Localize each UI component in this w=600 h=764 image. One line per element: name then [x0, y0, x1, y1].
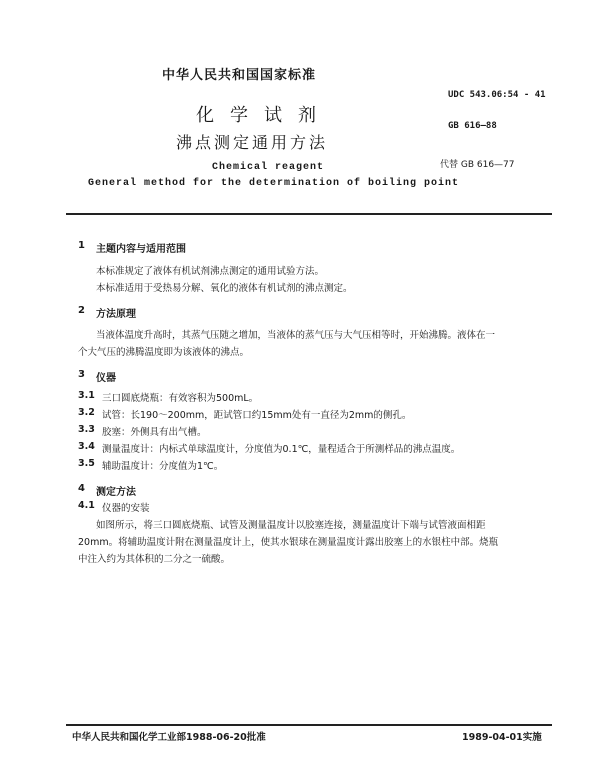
gb-number: GB 616—88: [448, 121, 497, 131]
section-number: 2: [78, 305, 85, 316]
section-title: 仪器: [96, 373, 116, 384]
title-en-line2: General method for the determination of boiling point: [88, 178, 460, 189]
section-title: 测定方法: [96, 487, 136, 498]
section-2-line-1: 当液体温度升高时，其蒸气压随之增加，当液体的蒸气压与大气压相等时，开始沸腾。液体在一: [96, 330, 496, 341]
item-text: 测量温度计：内标式单球温度计，分度值为0.1℃，量程适合于所测样品的沸点温度。: [102, 444, 461, 455]
title-cn-line1: 化学试剂: [196, 105, 332, 126]
section-number: 3: [78, 369, 85, 380]
item-text: 仪器的安装: [102, 503, 150, 514]
item-number: 3.5: [78, 458, 95, 469]
item-text: 三口圆底烧瓶：有效容积为500mL。: [102, 393, 259, 404]
footer-divider: [66, 724, 552, 726]
title-cn-line2: 沸点测定通用方法: [176, 133, 329, 152]
section-4-line-2: 20mm。将辅助温度计附在测量温度计上，使其水银球在测量温度计露出胶塞上的水银柱中部。烧瓶: [78, 537, 499, 548]
effective-date: 1989-04-01实施: [462, 732, 542, 743]
approval-note: 中华人民共和国化学工业部1988-06-20批准: [72, 732, 266, 743]
item-number: 3.3: [78, 424, 95, 435]
section-1-line-2: 本标准适用于受热易分解、氧化的液体有机试剂的沸点测定。: [96, 283, 353, 294]
section-4-line-1: 如图所示，将三口圆底烧瓶、试管及测量温度计以胶塞连接，测量温度计下端与试管液面相距: [96, 520, 486, 531]
section-1-line-1: 本标准规定了液体有机试剂沸点测定的通用试验方法。: [96, 266, 325, 277]
section-number: 4: [78, 483, 85, 494]
item-number: 4.1: [78, 500, 95, 511]
section-2-line-2: 个大气压的沸腾温度即为该液体的沸点。: [78, 347, 250, 358]
replaces-standard: 代替 GB 616—77: [440, 160, 515, 170]
item-text: 辅助温度计：分度值为1℃。: [102, 461, 224, 472]
standard-title: 中华人民共和国国家标准: [162, 68, 317, 83]
item-number: 3.2: [78, 407, 95, 418]
header-divider: [66, 213, 552, 215]
section-title: 主题内容与适用范围: [96, 244, 186, 255]
item-text: 试管：长190～200mm，距试管口约15mm处有一直径为2mm的侧孔。: [102, 410, 412, 421]
section-number: 1: [78, 240, 85, 251]
udc-code: UDC 543.06:54 - 41: [448, 90, 546, 100]
title-en-line1: Chemical reagent: [212, 162, 325, 173]
section-4-line-3: 中注入约为其体积的二分之一硫酸。: [78, 554, 231, 565]
item-text: 胶塞：外侧具有出气槽。: [102, 427, 207, 438]
item-number: 3.1: [78, 390, 95, 401]
section-title: 方法原理: [96, 309, 136, 320]
item-number: 3.4: [78, 441, 95, 452]
